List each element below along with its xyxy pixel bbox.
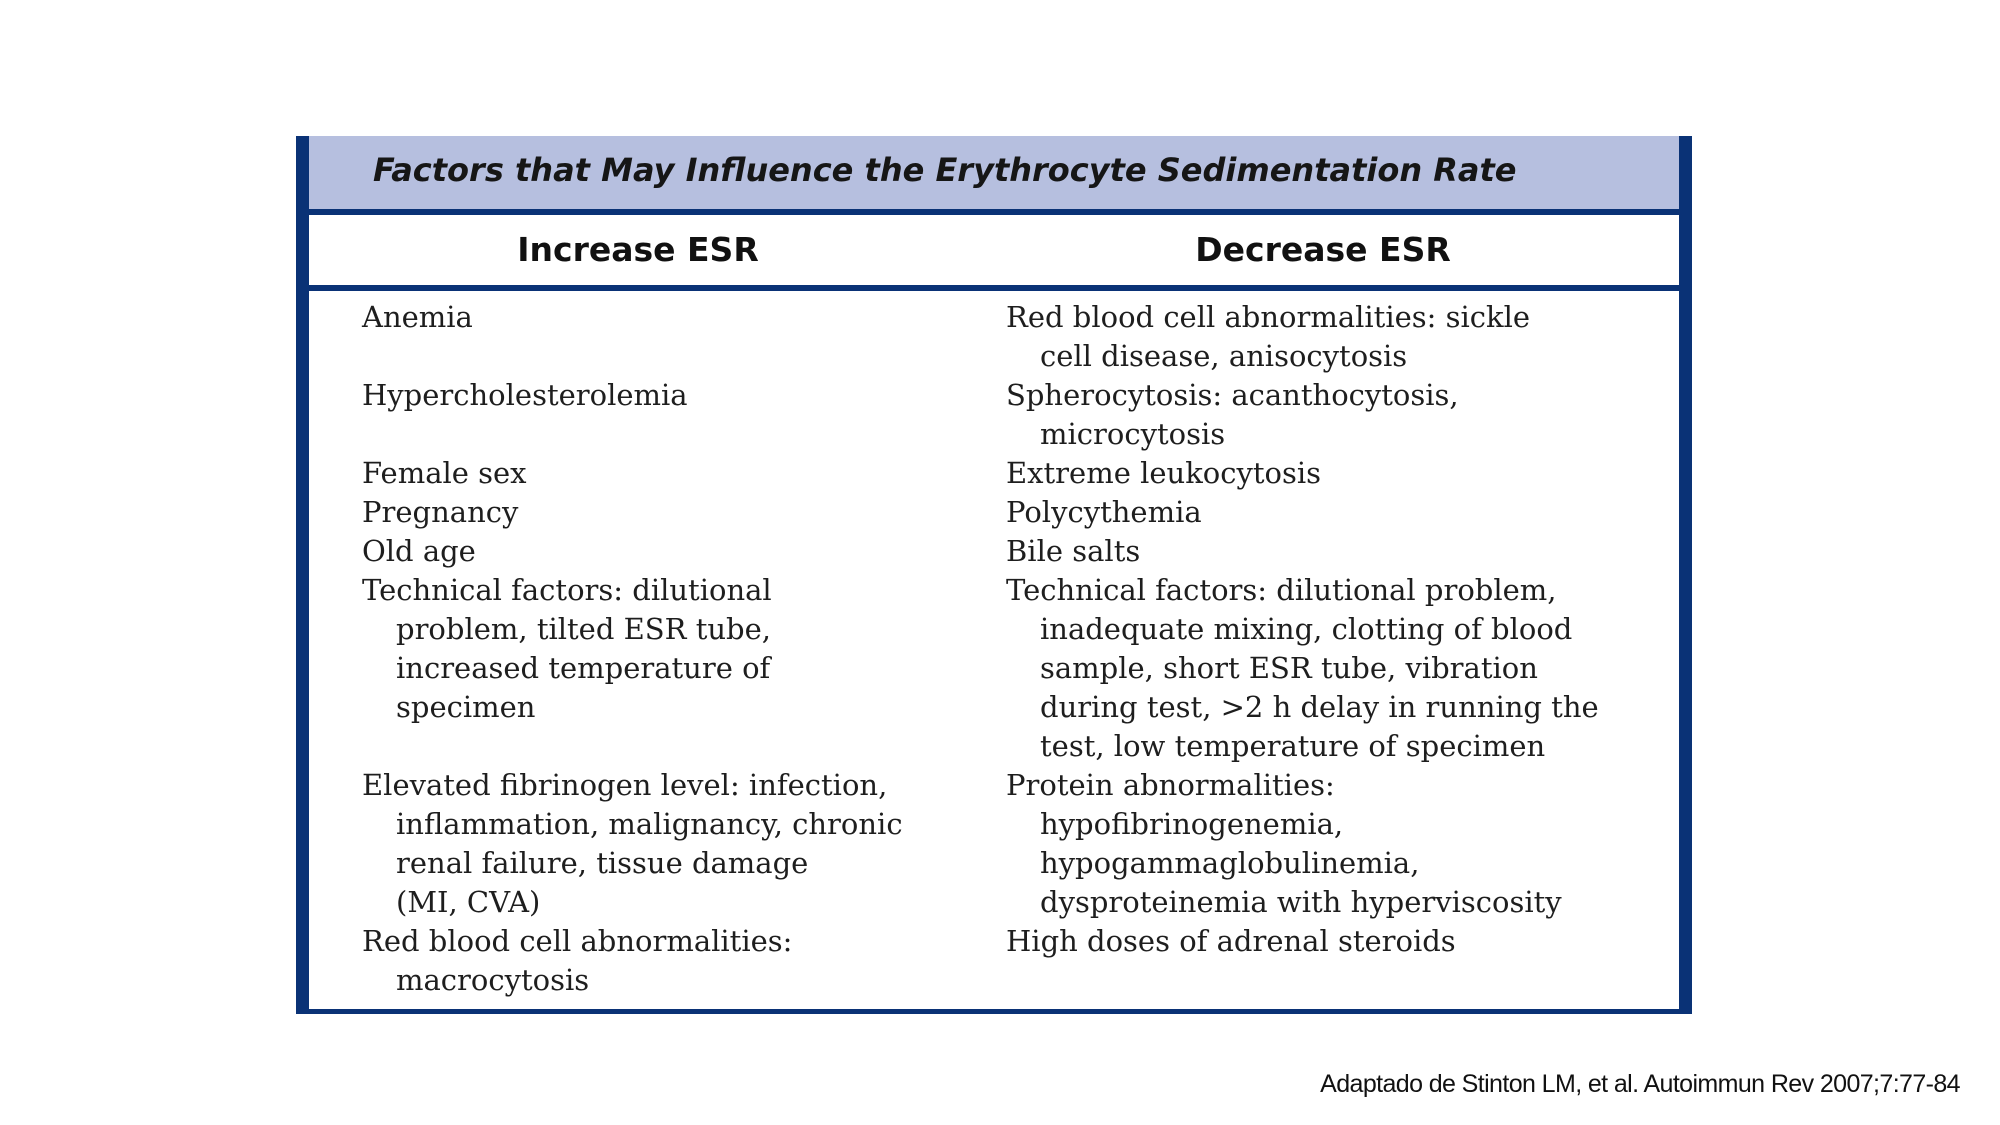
list-item (1006, 298, 1666, 376)
list-item (362, 922, 948, 1000)
list-item-line: renal failure, tissue damage (396, 846, 809, 880)
list-item-line: inadequate mixing, clotting of blood (1040, 612, 1573, 646)
list-item-line: microcytosis (1040, 417, 1226, 451)
list-item (1006, 454, 1666, 493)
list-item-line: specimen (396, 690, 536, 724)
list-item-line: Protein abnormalities: (1006, 768, 1335, 802)
table-title: Factors that May Influence the Erythrocyte Sedimentation Rate (373, 151, 1517, 189)
increase-esr-column (362, 298, 948, 1000)
list-item-line: Extreme leukocytosis (1006, 456, 1322, 490)
list-item-line: Pregnancy (362, 495, 519, 529)
list-item (362, 298, 948, 337)
list-item-line: problem, tilted ESR tube, (396, 612, 771, 646)
list-item (362, 493, 948, 532)
list-item (1006, 376, 1666, 454)
list-item-line: inflammation, malignancy, chronic (396, 807, 903, 841)
list-item-line: (MI, CVA) (396, 885, 541, 919)
list-item-line: sample, short ESR tube, vibration (1040, 651, 1538, 685)
list-item-line: Technical factors: dilutional (362, 573, 772, 607)
list-item-line: hypogammaglobulinemia, (1040, 846, 1420, 880)
list-item (362, 454, 948, 493)
citation: Adaptado de Stinton LM, et al. Autoimmun Rev 2007;7:77-84 (1320, 1070, 1960, 1098)
decrease-esr-header: Decrease ESR (1195, 230, 1451, 269)
list-item-line: High doses of adrenal steroids (1006, 924, 1456, 958)
list-item-line: during test, >2 h delay in running the (1040, 690, 1599, 724)
list-item-line: macrocytosis (396, 963, 590, 997)
list-item-line: Old age (362, 534, 476, 568)
list-item-line: Red blood cell abnormalities: (362, 924, 793, 958)
list-item-line: Spherocytosis: acanthocytosis, (1006, 378, 1459, 412)
list-item (362, 571, 948, 727)
list-item (1006, 571, 1666, 766)
decrease-esr-column (1006, 298, 1666, 961)
increase-esr-header: Increase ESR (517, 230, 759, 269)
list-item (362, 766, 948, 922)
list-item-line: increased temperature of (396, 651, 771, 685)
list-item-line: hypofibrinogenemia, (1040, 807, 1344, 841)
list-item-line: Red blood cell abnormalities: sickle (1006, 300, 1531, 334)
esr-factors-table (296, 136, 1692, 1014)
list-item-line: test, low temperature of specimen (1040, 729, 1546, 763)
list-item (362, 532, 948, 571)
list-item (1006, 922, 1666, 961)
list-item-line: Polycythemia (1006, 495, 1202, 529)
list-item-line: Female sex (362, 456, 527, 490)
list-item (1006, 766, 1666, 922)
list-item-line: Bile salts (1006, 534, 1141, 568)
table-title-band (309, 136, 1679, 209)
header-divider (309, 285, 1679, 291)
list-item (1006, 493, 1666, 532)
list-item-line: cell disease, anisocytosis (1040, 339, 1408, 373)
list-item (362, 376, 948, 415)
list-item-line: Technical factors: dilutional problem, (1006, 573, 1557, 607)
list-item-line: Elevated fibrinogen level: infection, (362, 768, 888, 802)
list-item (1006, 532, 1666, 571)
list-item-line: Anemia (362, 300, 473, 334)
list-item-line: Hypercholesterolemia (362, 378, 688, 412)
list-item-line: dysproteinemia with hyperviscosity (1040, 885, 1562, 919)
